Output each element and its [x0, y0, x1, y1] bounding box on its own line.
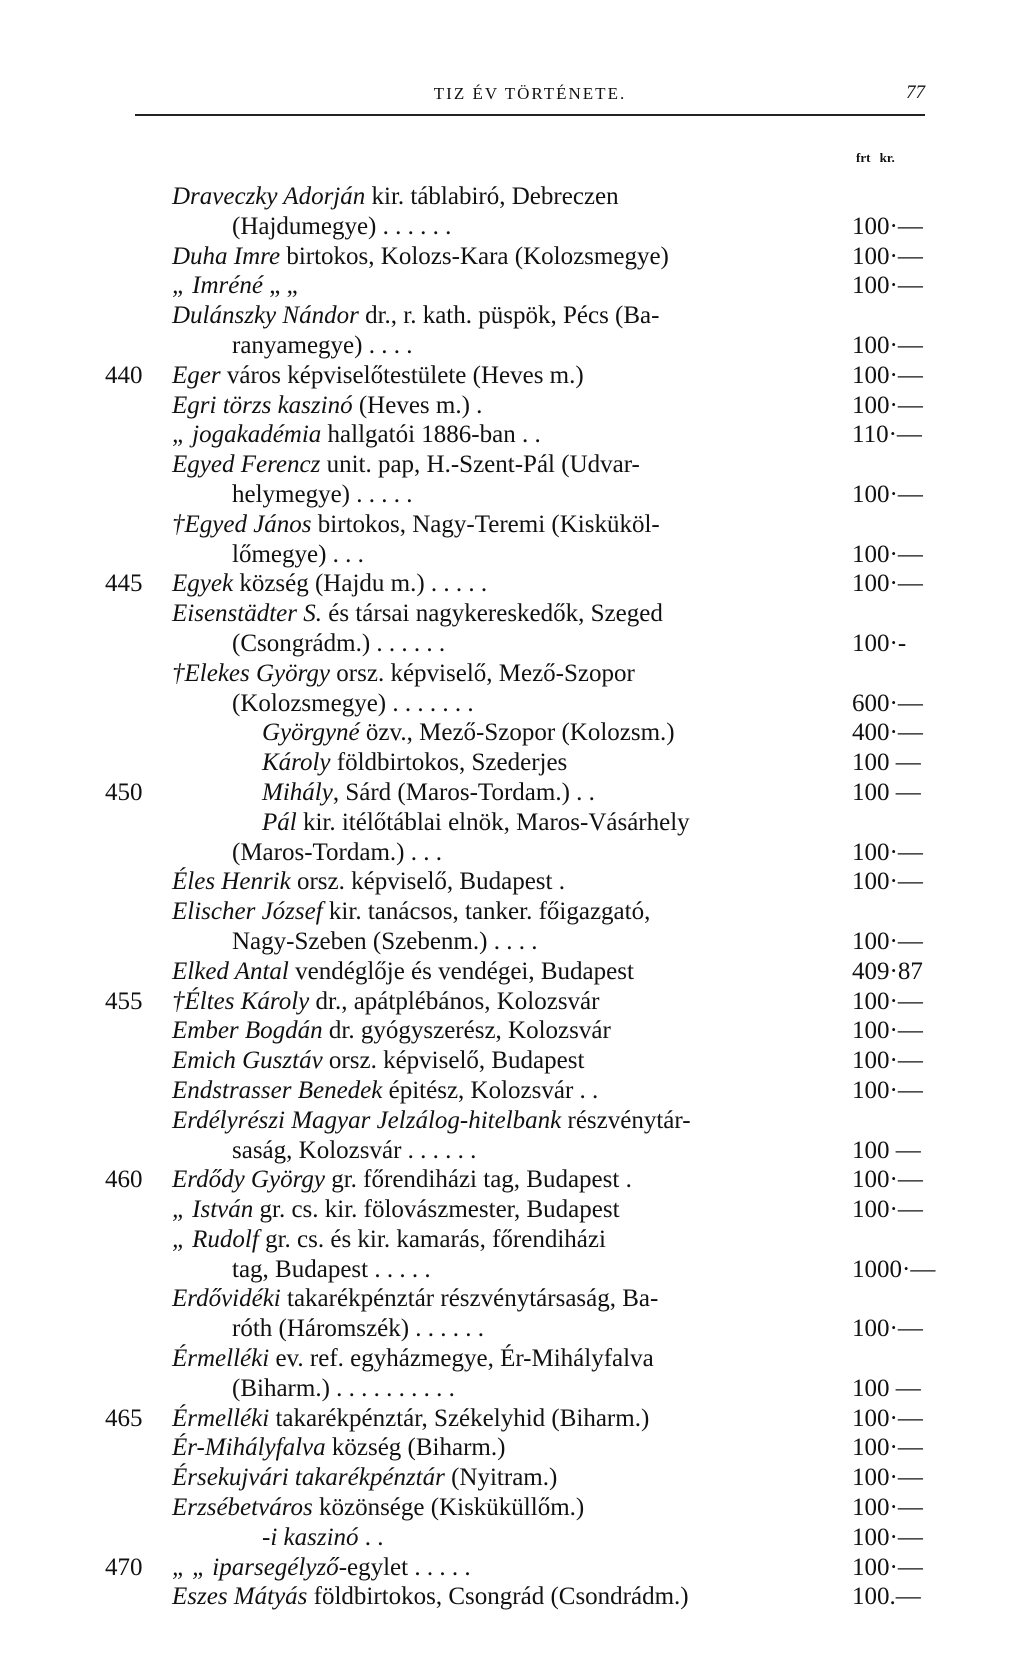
entry-name: Elischer József	[172, 898, 323, 926]
list-item	[0, 1314, 1024, 1344]
entry-name: „ Imréné	[172, 272, 263, 300]
list-item	[0, 1165, 1024, 1195]
list-item	[0, 212, 1024, 242]
list-item	[0, 1344, 1024, 1374]
entry-description: helymegye) . . . . .	[232, 480, 413, 508]
entry-description: orsz. képviselő, Mező-Szopor	[330, 659, 635, 687]
entry-description: kir. itélőtáblai elnök, Maros-Vásárhely	[296, 808, 690, 836]
entry-amount: 100·—	[852, 391, 923, 419]
entry-text	[172, 1433, 505, 1463]
list-item	[0, 629, 1024, 659]
entry-text	[172, 301, 659, 331]
list-item	[0, 957, 1024, 987]
list-item	[0, 599, 1024, 629]
list-item	[0, 480, 1024, 510]
entry-text	[262, 778, 595, 808]
entry-name: Erdővidéki	[172, 1285, 281, 1313]
entry-description: orsz. képviselő, Budapest .	[290, 868, 565, 896]
entry-amount: 100·—	[852, 1315, 923, 1343]
list-item	[0, 1016, 1024, 1046]
entry-name: Emich Gusztáv	[172, 1047, 323, 1075]
entry-text	[262, 808, 690, 838]
list-item	[0, 1553, 1024, 1583]
entry-description: „ „	[262, 272, 298, 300]
entry-text	[172, 1344, 654, 1374]
entry-description: lőmegye) . . .	[232, 540, 364, 568]
entry-name: Erdélyrészi Magyar Jelzálog-hitelbank	[172, 1106, 562, 1134]
entry-name: Érsekujvári takarékpénztár	[172, 1464, 445, 1492]
entry-amount: 100·—	[852, 1494, 923, 1522]
entry-text	[172, 1016, 611, 1046]
entry-description: . .	[358, 1523, 384, 1551]
entry-amount: 100·—	[852, 1076, 923, 1104]
entry-amount: 100·—	[852, 868, 923, 896]
entry-amount: 1000·—	[852, 1255, 936, 1283]
entry-amount: 100·—	[852, 1523, 923, 1551]
entry-description: gr. cs. és kir. kamarás, főrendiházi	[258, 1225, 606, 1253]
list-item	[0, 271, 1024, 301]
entry-text	[232, 480, 413, 510]
entry-number: 440	[105, 361, 143, 389]
entry-name: Györgyné	[262, 719, 360, 747]
entry-amount: 100 —	[852, 1374, 921, 1402]
list-item	[0, 1463, 1024, 1493]
entry-name: Egri törzs kaszinó	[172, 391, 353, 419]
entry-name: †Éltes Károly	[172, 987, 310, 1015]
list-item	[0, 748, 1024, 778]
entry-description: takarékpénztár, Székelyhid (Biharm.)	[269, 1404, 650, 1432]
list-item	[0, 689, 1024, 719]
entry-amount: 100·—	[852, 361, 923, 389]
entry-amount: 100 —	[852, 778, 921, 806]
entry-text	[232, 629, 445, 659]
entry-number: 465	[105, 1404, 143, 1432]
list-item	[0, 450, 1024, 480]
entry-text	[172, 1165, 632, 1195]
entry-number: 450	[105, 778, 143, 806]
list-item	[0, 1582, 1024, 1612]
list-item	[0, 927, 1024, 957]
entry-text	[172, 569, 487, 599]
entry-text	[172, 957, 634, 987]
page-number: 77	[906, 82, 925, 103]
entry-name: Dulánszky Nándor	[172, 302, 359, 330]
entry-description: ranyamegye) . . . .	[232, 331, 413, 359]
entry-amount: 100·—	[852, 927, 923, 955]
list-item	[0, 778, 1024, 808]
entry-name: Ember Bogdán	[172, 1017, 323, 1045]
entry-number: 470	[105, 1553, 143, 1581]
entry-description: kir. táblabiró, Debreczen	[365, 183, 619, 210]
entry-description: község (Biharm.)	[325, 1434, 506, 1462]
list-item	[0, 1225, 1024, 1255]
entry-name: „ István	[172, 1196, 254, 1224]
entry-number: 460	[105, 1166, 143, 1194]
entry-name: Eszes Mátyás	[172, 1583, 308, 1611]
entry-description: , Sárd (Maros-Tordam.) . .	[332, 778, 595, 806]
entry-description: (Hajdumegye) . . . . . .	[232, 212, 452, 240]
list-item	[0, 361, 1024, 391]
entry-description: dr., r. kath. püspök, Pécs (Ba-	[358, 302, 660, 330]
list-item	[0, 867, 1024, 897]
entry-description: épitész, Kolozsvár . .	[382, 1076, 599, 1104]
entry-amount: 100·—	[852, 1196, 923, 1224]
entry-name: Endstrasser Benedek	[172, 1076, 383, 1104]
entry-text	[172, 897, 650, 927]
entry-text	[232, 1255, 431, 1285]
entry-amount: 100·—	[852, 1017, 923, 1045]
entry-text	[172, 1106, 691, 1136]
list-item	[0, 1046, 1024, 1076]
list-item	[0, 1493, 1024, 1523]
entry-name: Eger	[172, 361, 221, 389]
entry-description: takarékpénztár részvénytársaság, Ba-	[280, 1285, 659, 1313]
entry-text	[172, 599, 663, 629]
entry-text	[232, 1314, 484, 1344]
entry-description: hallgatói 1886-ban . .	[321, 421, 541, 449]
entry-amount: 100·—	[852, 1166, 923, 1194]
entry-description: -egylet . . . . .	[338, 1553, 471, 1581]
currency-column-header: frt kr.	[856, 150, 895, 165]
entry-text	[172, 450, 640, 480]
page-header	[135, 80, 925, 116]
entry-text	[172, 1493, 584, 1523]
entry-name: Erzsébetváros	[172, 1494, 313, 1522]
entry-description: unit. pap, H.-Szent-Pál (Udvar-	[320, 451, 640, 479]
entry-amount: 400·—	[852, 719, 923, 747]
entry-description: közönsége (Kisküküllőm.)	[312, 1494, 585, 1522]
entry-name: Érmelléki	[172, 1345, 270, 1373]
entry-text	[172, 242, 669, 272]
entry-amount: 100·—	[852, 1434, 923, 1462]
entry-text	[172, 1404, 649, 1434]
entry-text	[172, 1553, 471, 1583]
entry-description: gr. cs. kir. fölovászmester, Budapest	[253, 1196, 620, 1224]
list-item	[0, 391, 1024, 421]
entry-amount: 110·—	[852, 421, 922, 449]
entry-description: város képviselőtestülete (Heves m.)	[220, 361, 584, 389]
entry-description: földbirtokos, Csongrád (Csondrádm.)	[307, 1583, 689, 1611]
entry-amount: 100 —	[852, 749, 921, 777]
entry-name: -i kaszinó	[262, 1523, 359, 1551]
entry-description: gr. főrendiházi tag, Budapest .	[324, 1166, 632, 1194]
entry-description: saság, Kolozsvár . . . . . .	[232, 1136, 477, 1164]
entry-amount: 100 —	[852, 1136, 921, 1164]
list-item	[0, 1374, 1024, 1404]
entry-description: ev. ref. egyházmegye, Ér-Mihályfalva	[269, 1345, 654, 1373]
list-item	[0, 659, 1024, 689]
entry-name: Erdődy György	[172, 1166, 325, 1194]
entry-name: „ „ iparsegélyző	[172, 1553, 339, 1581]
list-item	[0, 1255, 1024, 1285]
list-item	[0, 1523, 1024, 1553]
entry-description: község (Hajdu m.) . . . . .	[233, 570, 488, 598]
list-item	[0, 838, 1024, 868]
entry-name: Draveczky Adorján	[172, 183, 366, 210]
list-item	[0, 540, 1024, 570]
entry-description: (Biharm.) . . . . . . . . . .	[232, 1374, 455, 1402]
entry-description: birtokos, Nagy-Teremi (Kisküköl-	[311, 510, 660, 538]
entry-amount: 100·—	[852, 540, 923, 568]
list-item	[0, 182, 1024, 212]
entry-text	[262, 1523, 384, 1553]
entry-description: (Nyitram.)	[444, 1464, 558, 1492]
entry-text	[232, 1374, 455, 1404]
entry-text	[172, 1225, 606, 1255]
list-item	[0, 331, 1024, 361]
entry-name: Egyek	[172, 570, 234, 598]
entry-description: birtokos, Kolozs-Kara (Kolozsmegye)	[280, 242, 669, 270]
entry-text	[172, 1582, 689, 1612]
entry-text	[172, 182, 619, 212]
entry-amount: 100·—	[852, 838, 923, 866]
entry-name: Károly	[262, 749, 331, 777]
list-item	[0, 1195, 1024, 1225]
entry-amount: 100·—	[852, 1464, 923, 1492]
entry-text	[172, 987, 599, 1017]
list-item	[0, 1433, 1024, 1463]
entry-name: Egyed Ferencz	[172, 451, 321, 479]
list-item	[0, 420, 1024, 450]
entry-description: özv., Mező-Szopor (Kolozsm.)	[359, 719, 675, 747]
entry-amount: 100·—	[852, 1553, 923, 1581]
entry-description: vendéglője és vendégei, Budapest	[288, 957, 634, 985]
list-item	[0, 1404, 1024, 1434]
donor-list	[0, 182, 1024, 1612]
entry-name: Elked Antal	[172, 957, 289, 985]
entry-description: részvénytár-	[561, 1106, 691, 1134]
entry-name: Érmelléki	[172, 1404, 270, 1432]
entry-name: Éles Henrik	[172, 868, 291, 896]
list-item	[0, 569, 1024, 599]
entry-description: és társai nagykereskedők, Szeged	[322, 600, 663, 628]
entry-description: dr. gyógyszerész, Kolozsvár	[322, 1017, 611, 1045]
entry-text	[172, 271, 298, 301]
entry-name: Duha Imre	[172, 242, 281, 270]
entry-text	[172, 420, 541, 450]
entry-text	[172, 1463, 557, 1493]
entry-amount: 100·—	[852, 1404, 923, 1432]
list-item	[0, 242, 1024, 272]
running-title: TIZ ÉV TÖRTÉNETE.	[433, 84, 627, 103]
entry-amount: 100·—	[852, 272, 923, 300]
entry-amount: 100·—	[852, 331, 923, 359]
list-item	[0, 1284, 1024, 1314]
entry-text	[232, 331, 412, 361]
entry-description: Nagy-Szeben (Szebenm.) . . . .	[232, 927, 538, 955]
entry-description: róth (Háromszék) . . . . . .	[232, 1315, 485, 1343]
entry-text	[262, 718, 675, 748]
entry-amount: 100·—	[852, 570, 923, 598]
list-item	[0, 808, 1024, 838]
entry-description: kir. tanácsos, tanker. főigazgató,	[322, 898, 651, 926]
entry-description: dr., apátplébános, Kolozsvár	[309, 987, 600, 1015]
entry-amount: 409·87	[852, 957, 923, 985]
list-item	[0, 1136, 1024, 1166]
entry-description: orsz. képviselő, Budapest	[322, 1047, 585, 1075]
entry-amount: 600·—	[852, 689, 923, 717]
list-item	[0, 301, 1024, 331]
entry-text	[172, 659, 635, 689]
list-item	[0, 1106, 1024, 1136]
list-item	[0, 897, 1024, 927]
list-item	[0, 510, 1024, 540]
entry-text	[232, 927, 537, 957]
entry-text	[232, 838, 442, 868]
entry-name: †Egyed János	[172, 510, 312, 538]
entry-description: (Kolozsmegye) . . . . . . .	[232, 689, 474, 717]
entry-name: Pál	[262, 808, 297, 836]
entry-name: Eisenstädter S.	[172, 600, 322, 628]
entry-name: †Elekes György	[172, 659, 331, 687]
entry-text	[172, 1195, 620, 1225]
entry-amount: 100.—	[852, 1583, 921, 1611]
entry-amount: 100·—	[852, 1047, 923, 1075]
entry-number: 445	[105, 570, 143, 598]
entry-text	[172, 867, 565, 897]
entry-amount: 100·—	[852, 987, 923, 1015]
entry-number: 455	[105, 987, 143, 1015]
entry-name: Ér-Mihályfalva	[172, 1434, 326, 1462]
entry-text	[232, 540, 364, 570]
entry-description: (Maros-Tordam.) . . .	[232, 838, 442, 866]
entry-name: „ jogakadémia	[172, 421, 322, 449]
entry-text	[172, 1076, 598, 1106]
entry-text	[172, 510, 660, 540]
list-item	[0, 987, 1024, 1017]
entry-name: Mihály	[262, 778, 333, 806]
entry-amount: 100·—	[852, 242, 923, 270]
entry-description: (Heves m.) .	[352, 391, 483, 419]
entry-description: földbirtokos, Szederjes	[330, 749, 568, 777]
list-item	[0, 1076, 1024, 1106]
entry-amount: 100·—	[852, 212, 923, 240]
entry-description: (Csongrádm.) . . . . . .	[232, 629, 446, 657]
entry-text	[172, 1046, 584, 1076]
entry-text	[232, 1136, 476, 1166]
entry-name: „ Rudolf	[172, 1225, 259, 1253]
entry-description: tag, Budapest . . . . .	[232, 1255, 431, 1283]
entry-text	[172, 391, 482, 421]
entry-text	[262, 748, 567, 778]
entry-amount: 100·-	[852, 629, 907, 657]
entry-text	[172, 1284, 658, 1314]
list-item	[0, 718, 1024, 748]
entry-text	[232, 212, 451, 242]
entry-amount: 100·—	[852, 480, 923, 508]
entry-text	[232, 689, 474, 719]
entry-text	[172, 361, 584, 391]
